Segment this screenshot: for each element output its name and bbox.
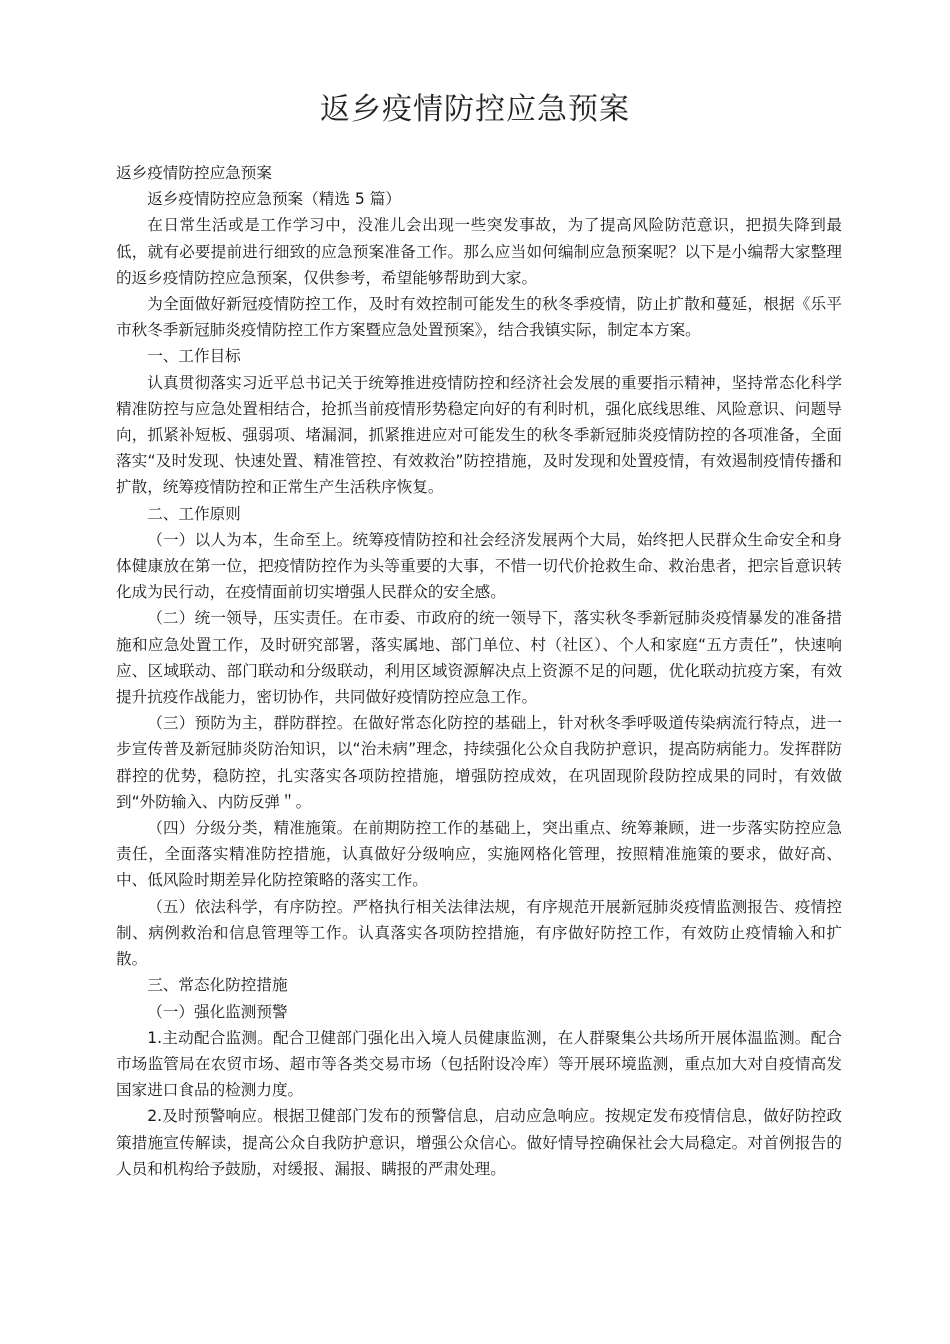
section-heading-goals: 一、工作目标 (147, 347, 241, 366)
section-heading-measures: 三、常态化防控措施 (147, 976, 288, 995)
paragraph-principle-3: （三）预防为主，群防群控。在做好常态化防控的基础上，针对秋冬季呼吸道传染病流行特点，进一步宣传普及新冠肺炎防治知识，以“治未病”理念，持续强化公众自我防护意识，提高防病能力。发挥群防群控的优势，稳防控，扎实落实各项防控措施，增强防控成效，在巩固现阶段防控成果的同时，有效做到“外防输入、内防反弹＂。 (116, 714, 842, 811)
paragraph-principle-1: （一）以人为本，生命至上。统筹疫情防控和社会经济发展两个大局，始终把人民群众生命安全和身体健康放在第一位，把疫情防控作为头等重要的大事，不惜一切代价抢救生命、救治患者，把宗旨意识转化成为民行动，在疫情面前切实增强人民群众的安全感。 (116, 530, 842, 602)
subsection-heading-monitoring: （一）强化监测预警 (147, 1002, 288, 1021)
paragraph-measure-1: 1.主动配合监测。配合卫健部门强化出入境人员健康监测，在人群聚集公共场所开展体温监测。配合市场监管局在农贸市场、超市等各类交易市场（包括附设冷库）等开展环境监测，重点加大对自疫情高发国家进口食品的检测力度。 (116, 1028, 842, 1100)
paragraph-measure-2: 2.及时预警响应。根据卫健部门发布的预警信息，启动应急响应。按规定发布疫情信息，做好防控政策措施宣传解读，提高公众自我防护意识，增强公众信心。做好情导控确保社会大局稳定。对首例报告的人员和机构给予鼓励，对缓报、漏报、瞒报的严肃处理。 (116, 1107, 842, 1178)
section-heading-principles: 二、工作原则 (147, 504, 241, 523)
paragraph-purpose: 为全面做好新冠疫情防控工作，及时有效控制可能发生的秋冬季疫情，防止扩散和蔓延，根据《乐平市秋冬季新冠肺炎疫情防控工作方案暨应急处置预案》，结合我镇实际，制定本方案。 (116, 295, 842, 340)
paragraph-intro: 在日常生活或是工作学习中，没准儿会出现一些突发事故，为了提高风险防范意识，把损失降到最低，就有必要提前进行细致的应急预案准备工作。那么应当如何编制应急预案呢？以下是小编帮大家整理的返乡疫情防控应急预案，仅供参考，希望能够帮助到大家。 (116, 216, 842, 287)
paragraph-principle-2: （二）统一领导，压实责任。在市委、市政府的统一领导下，落实秋冬季新冠肺炎疫情暴发的准备措施和应急处置工作，及时研究部署，落实属地、部门单位、村（社区）、个人和家庭“五方责任”，快速响应、区域联动、部门联动和分级联动，利用区域资源解决点上资源不足的问题，优化联动抗疫方案，有效提升抗疫作战能力，密切协作，共同做好疫情防控应急工作。 (116, 609, 842, 707)
paragraph-doc-name: 返乡疫情防控应急预案 (116, 164, 272, 182)
document-title: 返乡疫情防控应急预案 (320, 92, 630, 127)
paragraph-principle-5: （五）依法科学，有序防控。严格执行相关法律法规，有序规范开展新冠肺炎疫情监测报告、疫情控制、病例救治和信息管理等工作。认真落实各项防控措施，有序做好防控工作，有效防止疫情输入和扩散。 (116, 897, 842, 969)
paragraph-subtitle: 返乡疫情防控应急预案（精选 5 篇） (147, 190, 401, 209)
document-body (116, 160, 842, 1182)
paragraph-principle-4: （四）分级分类，精准施策。在前期防控工作的基础上，突出重点、统筹兼顾，进一步落实防控应急责任，全面落实精准防控措施，认真做好分级响应，实施网格化管理，按照精准施策的要求，做好高、中、低风险时期差异化防控策略的落实工作。 (116, 819, 842, 890)
paragraph-goals: 认真贯彻落实习近平总书记关于统筹推进疫情防控和经济社会发展的重要指示精神，坚持常态化科学精准防控与应急处置相结合，抢抓当前疫情形势稳定向好的有利时机，强化底线思维、风险意识、问题导向，抓紧补短板、强弱项、堵漏洞，抓紧推进应对可能发生的秋冬季新冠肺炎疫情防控的各项准备，全面落实“及时发现、快速处置、精准管控、有效救治”防控措施，及时发现和处置疫情，有效遏制疫情传播和扩散，统筹疫情防控和正常生产生活秩序恢复。 (116, 373, 842, 497)
